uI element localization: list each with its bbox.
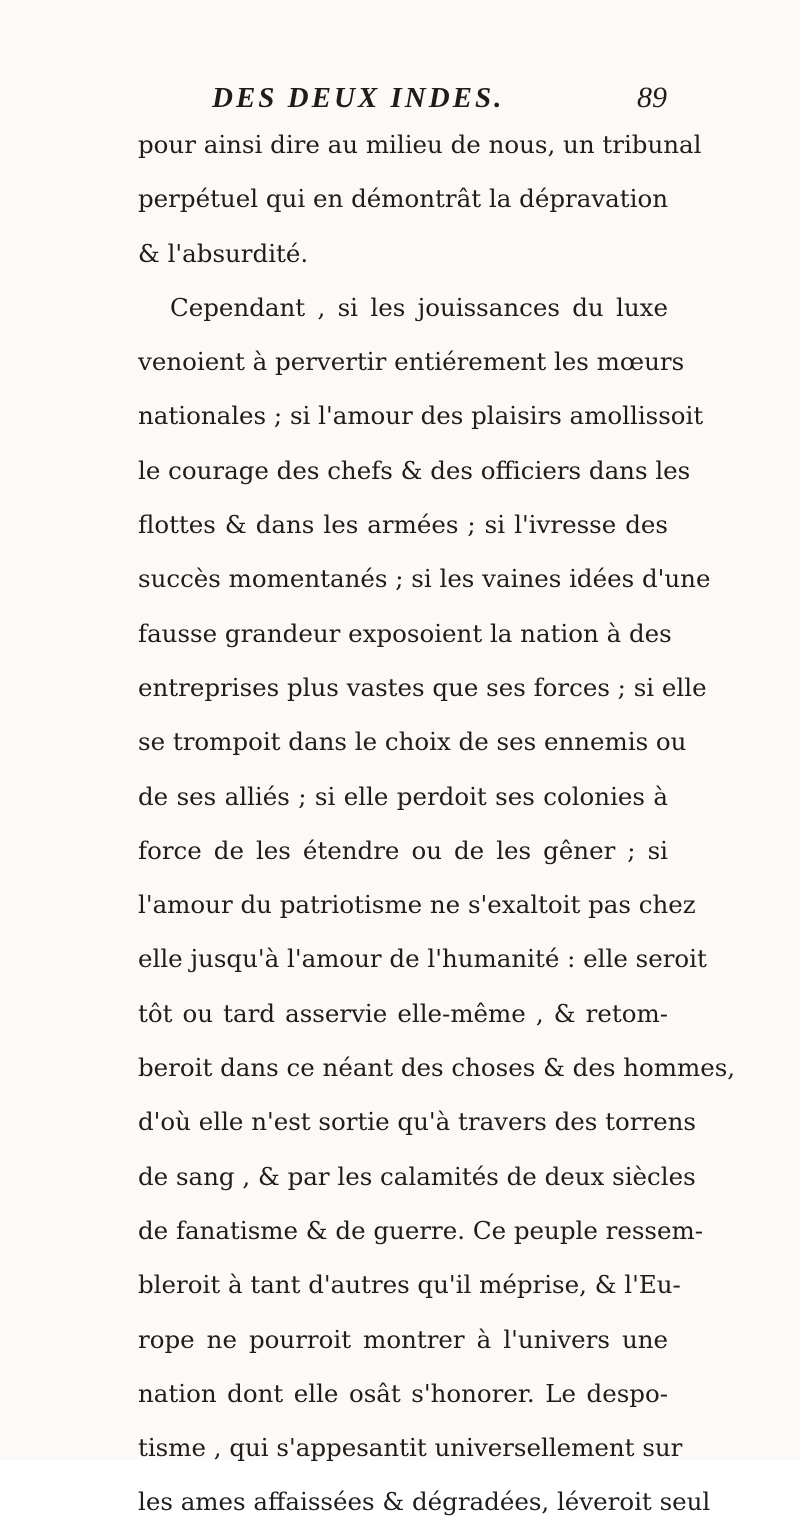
body-text	[138, 118, 736, 1530]
text-line: succès momentanés ; si les vaines idées d'une	[138, 564, 711, 594]
text-line: de fanatisme & de guerre. Ce peuple ressem-	[138, 1215, 703, 1245]
text-line: les ames affaissées & dégradées, léveroit seul	[138, 1487, 711, 1517]
text-line: bleroit à tant d'autres qu'il méprise, & l'Eu-	[138, 1270, 681, 1300]
text-line: perpétuel qui en démontrât la dépravation	[138, 184, 668, 214]
text-line: tisme , qui s'appesantit universellement sur	[138, 1433, 683, 1463]
text-line: elle jusqu'à l'amour de l'humanité : elle seroit	[138, 944, 707, 974]
text-line: flottes & dans les armées ; si l'ivresse des	[138, 510, 668, 540]
text-line: de ses alliés ; si elle perdoit ses colonies à	[138, 781, 668, 811]
text-line: de sang , & par les calamités de deux siècles	[138, 1161, 696, 1191]
text-line: & l'absurdité.	[138, 238, 309, 268]
text-line: le courage des chefs & des officiers dans les	[138, 455, 691, 485]
page-number: 89	[637, 81, 667, 114]
text-line: l'amour du patriotisme ne s'exaltoit pas chez	[138, 890, 696, 920]
text-line: se trompoit dans le choix de ses ennemis ou	[138, 727, 687, 757]
text-line: fausse grandeur exposoient la nation à des	[138, 618, 672, 648]
text-line: rope ne pourroit montrer à l'univers une	[138, 1324, 668, 1354]
running-head	[0, 78, 800, 118]
running-title: DES DEUX INDES.	[212, 82, 505, 114]
text-line: nationales ; si l'amour des plaisirs amollissoit	[138, 401, 704, 431]
text-line: nation dont elle osât s'honorer. Le despo-	[138, 1378, 668, 1408]
text-line: venoient à pervertir entiérement les mœurs	[138, 347, 685, 377]
text-line: force de les étendre ou de les gêner ; si	[138, 835, 668, 865]
text-line: tôt ou tard asservie elle-même , & retom-	[138, 998, 668, 1028]
text-line: pour ainsi dire au milieu de nous, un tribunal	[138, 130, 702, 159]
text-line: beroit dans ce néant des choses & des hommes,	[138, 1053, 736, 1083]
paragraph-start-line: Cependant , si les jouissances du luxe	[170, 292, 668, 322]
text-line: entreprises plus vastes que ses forces ; si elle	[138, 672, 707, 702]
text-line: d'où elle n'est sortie qu'à travers des torrens	[138, 1107, 696, 1137]
